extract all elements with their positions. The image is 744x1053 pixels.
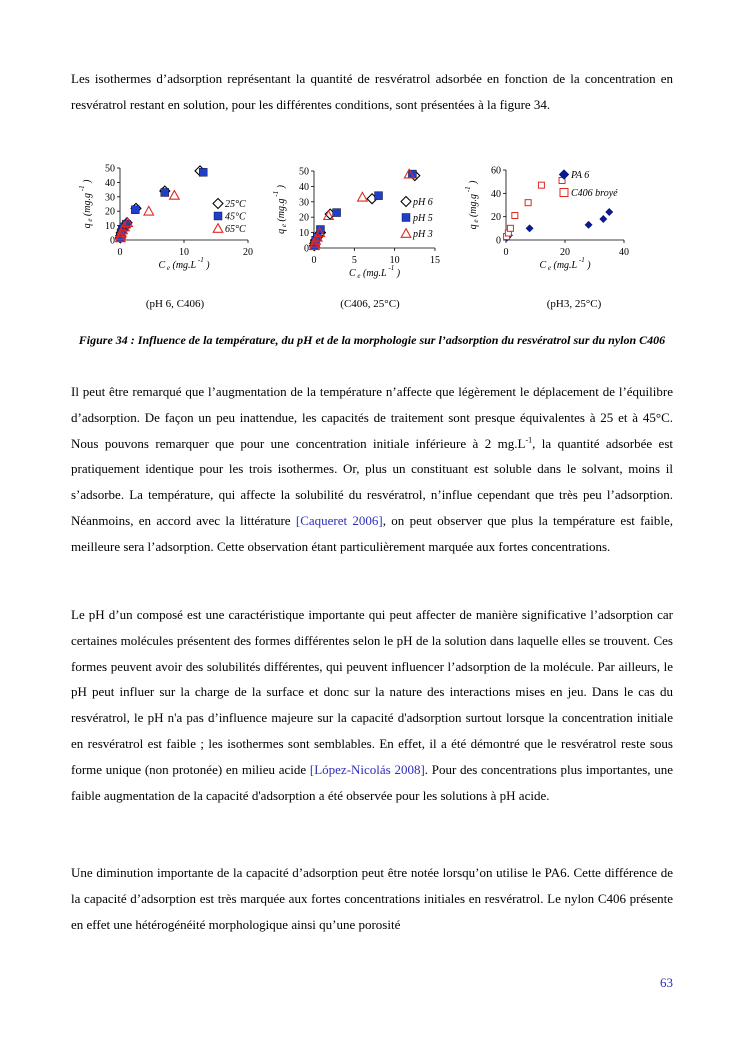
data-point (170, 191, 180, 200)
series-pa-6 (503, 208, 613, 241)
data-point (507, 225, 513, 231)
x-axis-label: C $_e$ (mg.L $^{-1}$ ) (348, 264, 401, 280)
legend-marker (213, 224, 223, 233)
series-ph-3 (310, 169, 414, 249)
y-axis-label: q $_e$ (mg.g $^{-1}$ ) (78, 179, 94, 229)
x-tick-label: 5 (351, 255, 357, 266)
paragraph-text: . Pour des concentrations plus importantes, une faible augmentation de la capacité d'adsorption a été observée pour les solutions à pH acide. (71, 761, 673, 803)
chart-morphology (466, 160, 656, 280)
data-point (512, 213, 518, 219)
legend-label: pH 3 (413, 229, 433, 240)
superscript: -1 (525, 435, 533, 445)
y-tick-label: 40 (105, 177, 115, 189)
x-axis-label: C $_e$ (mg.L $^{-1}$ ) (539, 256, 591, 272)
x-tick-label: 40 (619, 247, 629, 258)
y-tick-label: 30 (105, 192, 115, 204)
series-ph-6 (309, 171, 419, 251)
legend-label: 25°C (225, 199, 246, 210)
chart-ph (272, 160, 462, 280)
data-point (538, 182, 544, 188)
data-point (585, 221, 592, 228)
x-tick-label: 15 (430, 255, 440, 266)
legend-marker (401, 229, 411, 238)
y-tick-label: 10 (299, 228, 309, 240)
x-tick-label: 10 (389, 255, 400, 266)
data-point (358, 192, 368, 201)
data-point (525, 200, 531, 206)
legend-marker (401, 197, 411, 207)
y-tick-label: 40 (491, 188, 501, 200)
data-point (144, 206, 154, 215)
morphology-paragraph: Une diminution importante de la capacité d’adsorption peut être notée lorsqu’on utilise le PA6. Cette différence de la capacité d’adsorption est très marquée aux fortes concentrations initiales en resvératrol. Le nylon C406 présente en effet une hétérogénéité morphologique ainsi qu’une porosité (71, 865, 673, 932)
legend-marker (560, 189, 568, 197)
legend-label: 65°C (225, 224, 246, 235)
x-tick-label: 0 (117, 247, 123, 258)
y-tick-label: 0 (304, 243, 309, 255)
x-tick-label: 0 (311, 255, 317, 266)
data-point (606, 208, 613, 215)
paragraph-text: , on peut observer que plus la température est faible, meilleure sera l’adsorption. Cette observation étant particulièrement marquée aux fortes concentrations. (71, 512, 673, 554)
data-point (199, 168, 207, 176)
legend-label: pH 6 (413, 197, 433, 208)
temperature-paragraph (71, 379, 673, 560)
subcaption-temperature: (pH 6, C406) (145, 298, 205, 310)
y-axis-label: q $_e$ (mg.g $^{-1}$ ) (464, 180, 480, 230)
page-number: 63 (660, 975, 673, 990)
y-tick-label: 50 (105, 163, 115, 175)
citation-link-lopez-nicolas[interactable]: [López-Nicolás 2008] (309, 761, 425, 777)
citation-link-caqueret[interactable]: [Caqueret 2006] (295, 512, 383, 528)
subcaption-morphology: (pH3, 25°C) (546, 298, 602, 310)
data-point (375, 192, 383, 200)
y-tick-label: 30 (299, 197, 309, 209)
legend-label: C406 broyé (571, 188, 618, 199)
data-point (131, 206, 139, 214)
y-tick-label: 50 (299, 166, 309, 178)
ph-paragraph (71, 602, 673, 808)
paragraph-text: , la quantité adsorbée est pratiquement identique pour les trois isothermes. Or, plus un constituant est soluble dans le solvant, moins il s’adsorbe. La température, qui affecte la solubilité du resvératrol, n’influe cependant que très peu l’adsorption. Néanmoins, en accord avec la littérature (71, 435, 673, 528)
legend-label: 45°C (225, 211, 246, 223)
figure-caption: Figure 34 : Influence de la température, du pH et de la morphologie sur l’adsorption du resvératrol sur du nylon C406 (78, 333, 666, 347)
legend-marker (213, 199, 223, 209)
y-tick-label: 20 (491, 212, 501, 224)
legend-marker (402, 214, 410, 222)
legend-marker (214, 212, 222, 220)
subcaption-ph: (C406, 25°C) (340, 298, 400, 310)
x-tick-label: 20 (243, 247, 253, 258)
data-point (333, 209, 341, 217)
y-tick-label: 10 (105, 221, 115, 233)
x-tick-label: 20 (560, 247, 570, 258)
paragraph-text: Le pH d’un composé est une caractéristique importante qui peut affecter de manière significative l’adsorption car certaines molécules présentent des formes différentes selon le pH de la solution dans laquelle elles se trouvent. Ces formes peuvent avoir des solubilités différentes, qui peuvent influencer l’adsorption de la molécule. Par ailleurs, le pH peut influer sur la charge de la surface et donc sur la nature des interactions mises en jeu. Dans le cas du resvératrol, le pH n'a pas d’influence majeure sur la capacité d'adsorption surtout lorsque la concentration initiale en resvératrol est faible ; les isothermes sont semblables. En effet, il a été démontré que le resvératrol reste sous forme unique (non protonée) en milieu acide (71, 607, 673, 777)
y-tick-label: 60 (491, 165, 501, 177)
legend-label: pH 5 (413, 213, 433, 224)
y-axis-label: q $_e$ (mg.g $^{-1}$ ) (272, 185, 288, 234)
chart-temperature (78, 160, 268, 280)
series-c406-broy- (504, 178, 565, 240)
data-point (526, 225, 533, 232)
y-tick-label: 0 (496, 235, 501, 247)
x-tick-label: 0 (503, 247, 509, 258)
data-point (161, 188, 169, 196)
intro-paragraph: Les isothermes d’adsorption représentant la quantité de resvératrol adsorbée en fonction de la concentration en resvératrol restant en solution, pour les différentes conditions, sont présentées à la figure 34. (71, 71, 673, 112)
paragraph-text: Il peut être remarqué que l’augmentation de la température n’affecte que légèrement le déplacement de l’équilibre d’adsorption. De façon un peu inattendue, les capacités de traitement sont presque équivalentes à 25 et à 45°C. Nous pouvons remarquer que pour une concentration initiale inférieure à 2 mg.L (71, 384, 673, 451)
x-axis-label: C $_e$ (mg.L $^{-1}$ ) (158, 256, 210, 272)
y-tick-label: 20 (105, 206, 115, 218)
y-tick-label: 0 (110, 235, 115, 247)
x-tick-label: 10 (179, 247, 189, 258)
legend-label: PA 6 (571, 170, 590, 181)
data-point (600, 215, 607, 222)
y-tick-label: 40 (299, 181, 309, 193)
series-45-c (116, 168, 207, 242)
series-65-c (116, 191, 180, 242)
y-tick-label: 20 (299, 212, 309, 224)
